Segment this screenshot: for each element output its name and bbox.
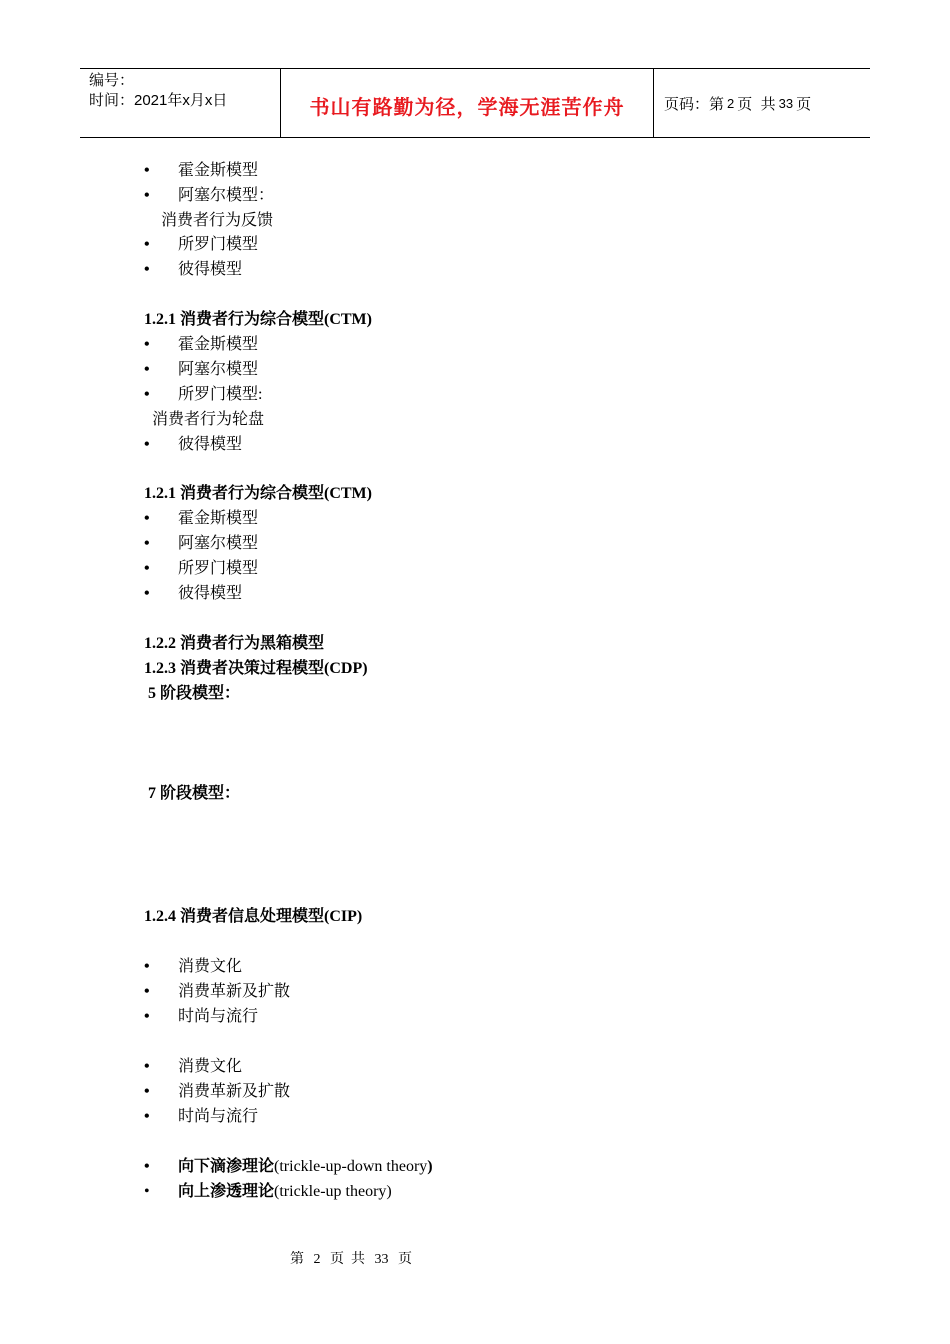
list-item-text: 霍金斯模型 bbox=[178, 510, 259, 527]
bullet-icon: • bbox=[144, 436, 150, 453]
bullet-icon: • bbox=[144, 336, 150, 353]
footer-prefix: 第 bbox=[290, 1252, 304, 1267]
header-page-suffix: 页 bbox=[796, 95, 812, 113]
list-item-text: 消费文化 bbox=[178, 958, 243, 975]
list-item-text: 所罗门模型: bbox=[178, 386, 263, 403]
bullet-icon: • bbox=[144, 585, 150, 602]
list-item bbox=[144, 235, 444, 255]
bullet-icon: • bbox=[144, 510, 150, 527]
list-item bbox=[144, 1082, 444, 1102]
list-item-text: 消费革新及扩散 bbox=[178, 1083, 291, 1100]
theory-item bbox=[178, 1157, 433, 1177]
list-item bbox=[144, 1007, 444, 1027]
list-item bbox=[144, 385, 444, 405]
list-item-text: 消费革新及扩散 bbox=[178, 983, 291, 1000]
footer-current: 2 bbox=[313, 1252, 321, 1267]
list-item bbox=[144, 360, 444, 380]
footer-total: 33 bbox=[374, 1252, 389, 1267]
header-info-cell bbox=[80, 69, 281, 137]
list-item bbox=[144, 534, 444, 554]
list-item-text: 彼得模型 bbox=[178, 585, 243, 602]
header-page-current: 2 bbox=[727, 95, 735, 111]
model-note: 消费者行为轮盘 bbox=[152, 411, 265, 428]
bullet-icon: • bbox=[144, 1058, 150, 1075]
list-item bbox=[144, 1107, 444, 1127]
bullet-icon: • bbox=[144, 361, 150, 378]
document-time-label: 时间：2021年x月x日 bbox=[89, 92, 228, 109]
bullet-icon: • bbox=[144, 386, 150, 403]
list-item-text: 彼得模型 bbox=[178, 261, 243, 278]
list-item bbox=[144, 335, 444, 355]
list-item-text: 所罗门模型 bbox=[178, 560, 259, 577]
theory-name: 向上渗透理论 bbox=[178, 1183, 275, 1200]
header-page-mid: 页 共 bbox=[737, 95, 776, 113]
theory-english: (trickle-up-down theory bbox=[274, 1158, 428, 1175]
list-item-text: 时尚与流行 bbox=[178, 1008, 259, 1025]
section-heading: 1.2.1 消费者行为综合模型(CTM) bbox=[144, 311, 372, 328]
list-item bbox=[144, 559, 444, 579]
header-page-total: 33 bbox=[778, 95, 794, 111]
footer-mid: 页 共 bbox=[330, 1252, 365, 1267]
list-item-text: 阿塞尔模型： bbox=[178, 187, 275, 204]
list-item bbox=[144, 1182, 544, 1202]
bullet-icon: • bbox=[144, 1108, 150, 1125]
section-heading: 1.2.1 消费者行为综合模型(CTM) bbox=[144, 485, 372, 502]
theory-name: 向下滴渗理论 bbox=[178, 1158, 275, 1175]
bullet-icon: • bbox=[144, 958, 150, 975]
model-note: 消费者行为反馈 bbox=[161, 212, 274, 229]
page-header bbox=[80, 68, 870, 138]
bullet-icon: • bbox=[144, 1083, 150, 1100]
theory-item bbox=[178, 1182, 392, 1202]
list-item-text: 彼得模型 bbox=[178, 436, 243, 453]
list-item-text: 时尚与流行 bbox=[178, 1108, 259, 1125]
list-item-text: 所罗门模型 bbox=[178, 236, 259, 253]
header-motto: 书山有路勤为径，学海无涯苦作舟 bbox=[309, 96, 625, 119]
footer-suffix: 页 bbox=[398, 1252, 412, 1267]
header-page-cell bbox=[654, 69, 870, 137]
header-page-prefix: 页码：第 bbox=[664, 95, 725, 113]
list-item-text: 消费文化 bbox=[178, 1058, 243, 1075]
bullet-icon: • bbox=[144, 236, 150, 253]
list-item bbox=[144, 186, 444, 206]
section-heading: 1.2.2 消费者行为黑箱模型 bbox=[144, 635, 325, 652]
header-motto-cell bbox=[281, 69, 654, 137]
stage-label: 7 阶段模型： bbox=[148, 785, 241, 802]
bullet-icon: • bbox=[144, 187, 150, 204]
stage-label: 5 阶段模型： bbox=[148, 685, 241, 702]
bullet-icon: • bbox=[144, 162, 150, 179]
list-item-text: 阿塞尔模型 bbox=[178, 535, 259, 552]
list-item bbox=[144, 1157, 544, 1177]
list-item bbox=[144, 584, 444, 604]
list-item bbox=[144, 982, 444, 1002]
page-footer bbox=[0, 1248, 950, 1268]
list-item bbox=[144, 260, 444, 280]
list-item bbox=[144, 1057, 444, 1077]
list-item-text: 霍金斯模型 bbox=[178, 162, 259, 179]
bullet-icon: • bbox=[144, 1008, 150, 1025]
bullet-icon: • bbox=[144, 535, 150, 552]
document-number-label: 编号： bbox=[89, 72, 135, 89]
list-item-text: 阿塞尔模型 bbox=[178, 361, 259, 378]
theory-close-paren: ) bbox=[427, 1158, 433, 1175]
bullet-icon: • bbox=[144, 261, 150, 278]
section-heading: 1.2.4 消费者信息处理模型(CIP) bbox=[144, 908, 363, 925]
list-item-text: 霍金斯模型 bbox=[178, 336, 259, 353]
bullet-icon: • bbox=[144, 560, 150, 577]
list-item bbox=[144, 435, 444, 455]
section-heading: 1.2.3 消费者决策过程模型(CDP) bbox=[144, 660, 368, 677]
list-item bbox=[144, 957, 444, 977]
bullet-icon: • bbox=[144, 1158, 150, 1175]
bullet-icon: • bbox=[144, 1183, 150, 1200]
bullet-icon: • bbox=[144, 983, 150, 1000]
theory-english: (trickle-up theory) bbox=[274, 1183, 392, 1200]
list-item bbox=[144, 509, 444, 529]
list-item bbox=[144, 161, 444, 181]
